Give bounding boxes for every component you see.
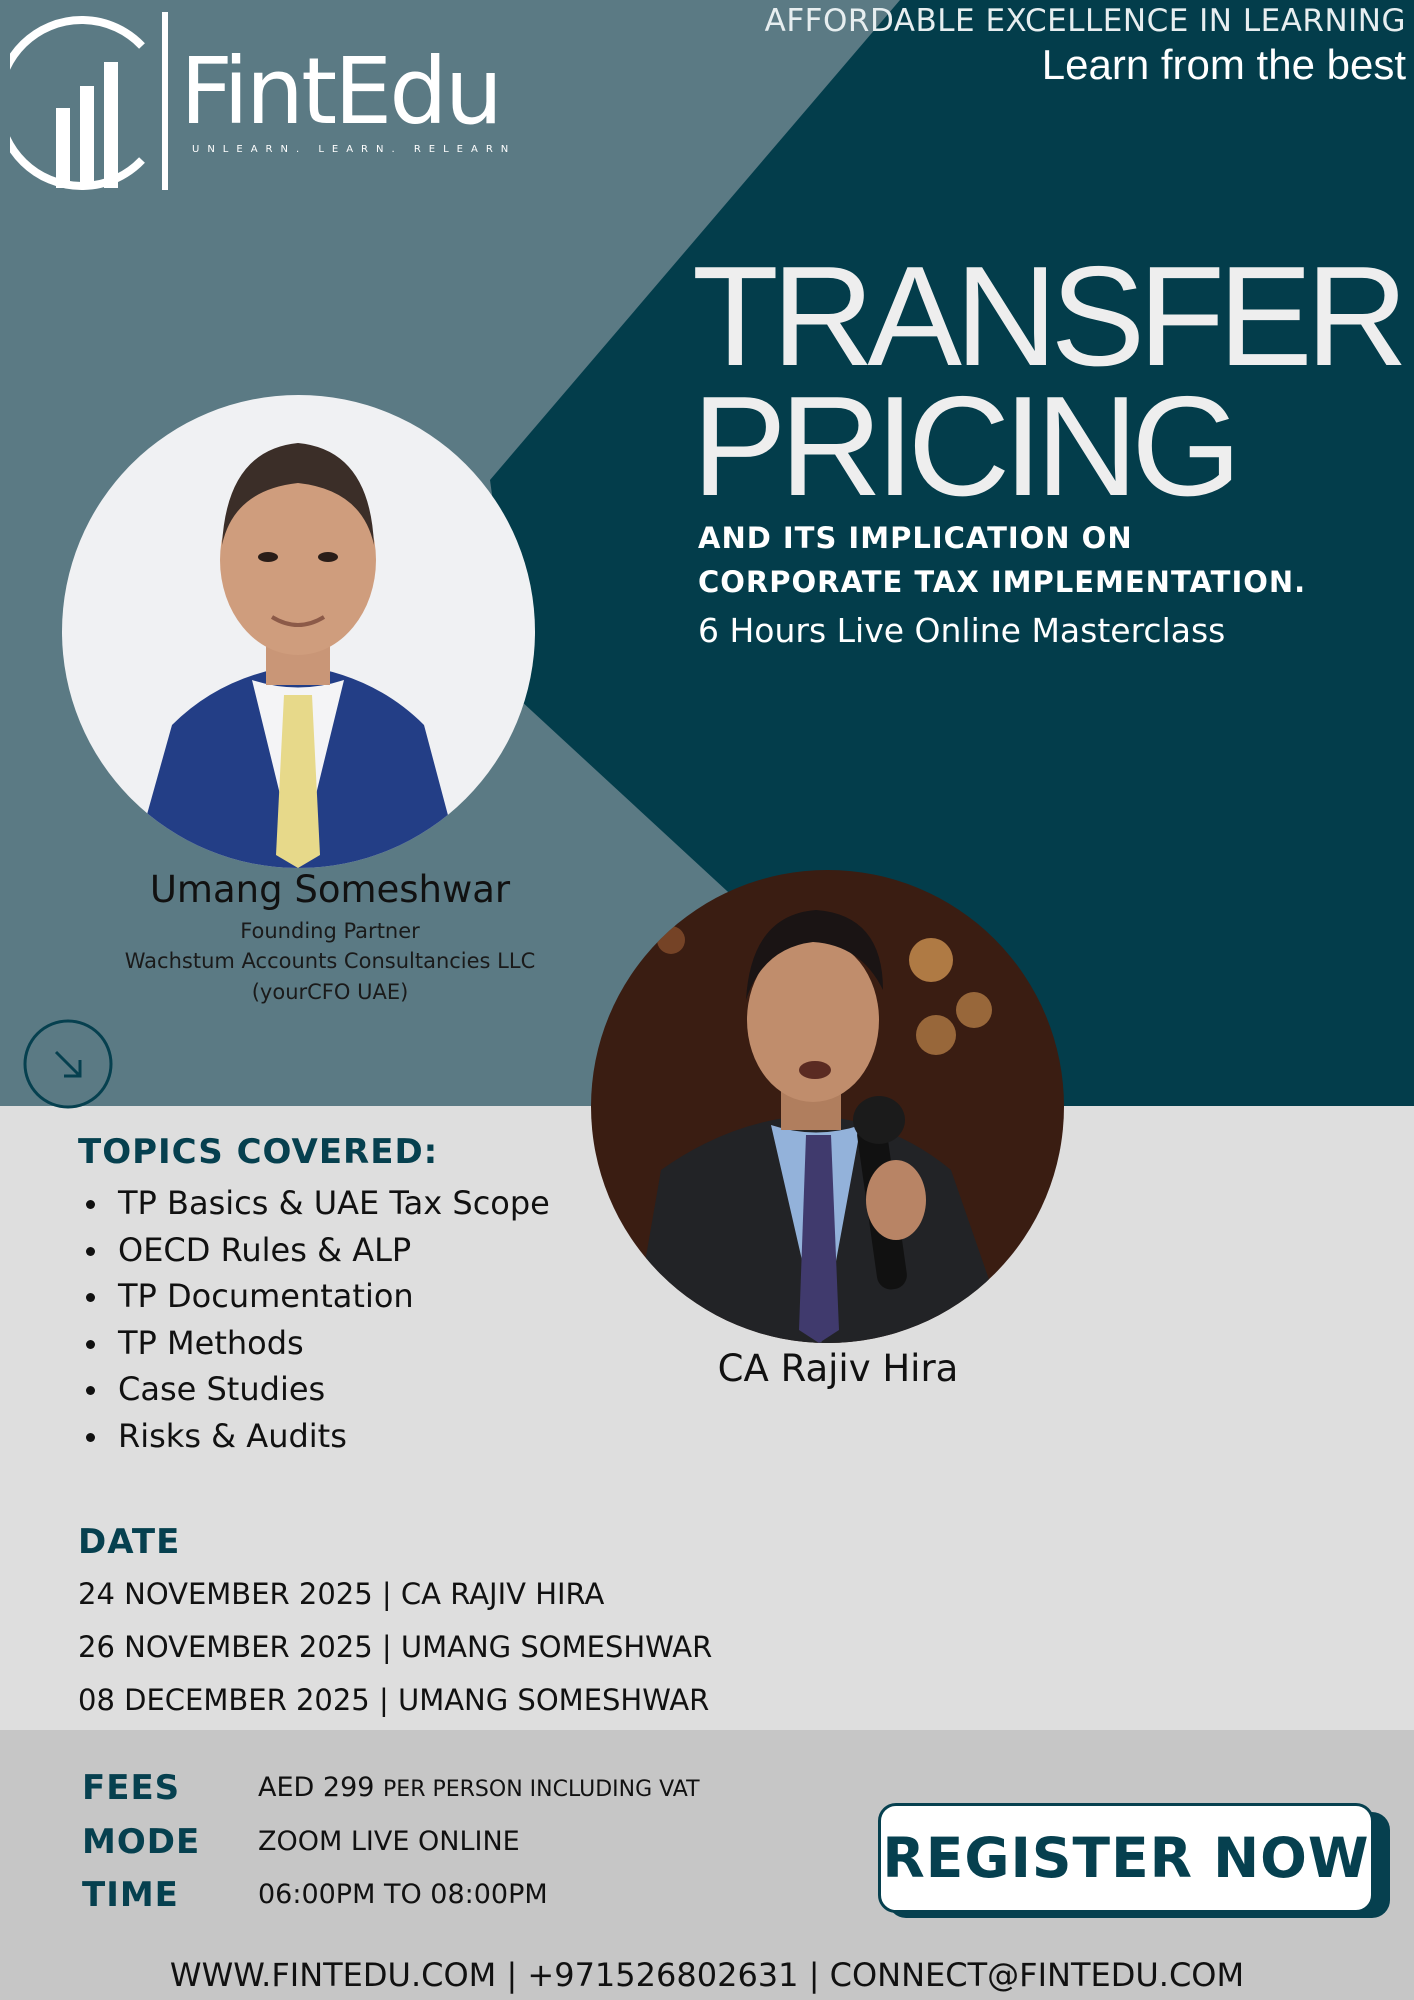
date-heading: DATE	[78, 1522, 181, 1562]
fees-note: PER PERSON INCLUDING VAT	[383, 1777, 700, 1802]
speaker-photo-rajiv	[591, 870, 1064, 1343]
fees-label: FEES	[82, 1768, 181, 1808]
mode-label: MODE	[82, 1822, 201, 1862]
course-title-line-2: PRICING	[692, 367, 1235, 526]
speaker-brand-umang: (yourCFO UAE)	[251, 980, 409, 1004]
header-slogan: Learn from the best	[1041, 41, 1406, 88]
course-subtitle-line-2: CORPORATE TAX IMPLEMENTATION.	[698, 565, 1307, 599]
session-date: 24 NOVEMBER 2025 | CA RAJIV HIRA	[78, 1577, 605, 1611]
speaker-photo-umang	[62, 395, 535, 868]
topic-item: OECD Rules & ALP	[78, 1227, 550, 1274]
mode-value: ZOOM LIVE ONLINE	[258, 1826, 520, 1857]
class-format: 6 Hours Live Online Masterclass	[698, 611, 1226, 650]
brand-tagline: UNLEARN. LEARN. RELEARN	[192, 144, 517, 155]
speaker-portrait-umang	[62, 395, 535, 868]
topics-heading: TOPICS COVERED:	[78, 1132, 439, 1172]
session-date: 26 NOVEMBER 2025 | UMANG SOMESHWAR	[78, 1630, 713, 1664]
speaker-name-rajiv: CA Rajiv Hira	[717, 1347, 959, 1390]
course-subtitle-line-1: AND ITS IMPLICATION ON	[698, 521, 1133, 555]
topic-item: Risks & Audits	[78, 1413, 550, 1460]
topic-item: Case Studies	[78, 1366, 550, 1413]
speaker-role-umang: Founding Partner	[240, 919, 420, 943]
speaker-company-umang: Wachstum Accounts Consultancies LLC	[124, 949, 536, 973]
arrow-down-right-icon	[22, 1018, 114, 1110]
session-date: 08 DECEMBER 2025 | UMANG SOMESHWAR	[78, 1683, 710, 1717]
brand-name: FintEdu	[180, 38, 501, 145]
time-label: TIME	[82, 1875, 179, 1915]
header-kicker: AFFORDABLE EXCELLENCE IN LEARNING	[764, 3, 1406, 39]
topic-item: TP Methods	[78, 1320, 550, 1367]
speaker-name-umang: Umang Someshwar	[149, 868, 511, 911]
course-title-line-1: TRANSFER	[692, 237, 1402, 396]
speaker-portrait-rajiv	[591, 870, 1064, 1343]
topic-item: TP Basics & UAE Tax Scope	[78, 1180, 550, 1227]
bar-chart-in-circle-icon	[10, 8, 180, 194]
time-value: 06:00PM TO 08:00PM	[258, 1879, 548, 1910]
fees-amount: AED 299	[258, 1772, 375, 1803]
register-now-button[interactable]: REGISTER NOW	[878, 1803, 1374, 1913]
footer-contact: WWW.FINTEDU.COM | +971526802631 | CONNECT@FINTEDU.COM	[169, 1956, 1245, 1994]
fees-value	[258, 1766, 700, 1812]
topics-list	[78, 1180, 550, 1459]
topic-item: TP Documentation	[78, 1273, 550, 1320]
